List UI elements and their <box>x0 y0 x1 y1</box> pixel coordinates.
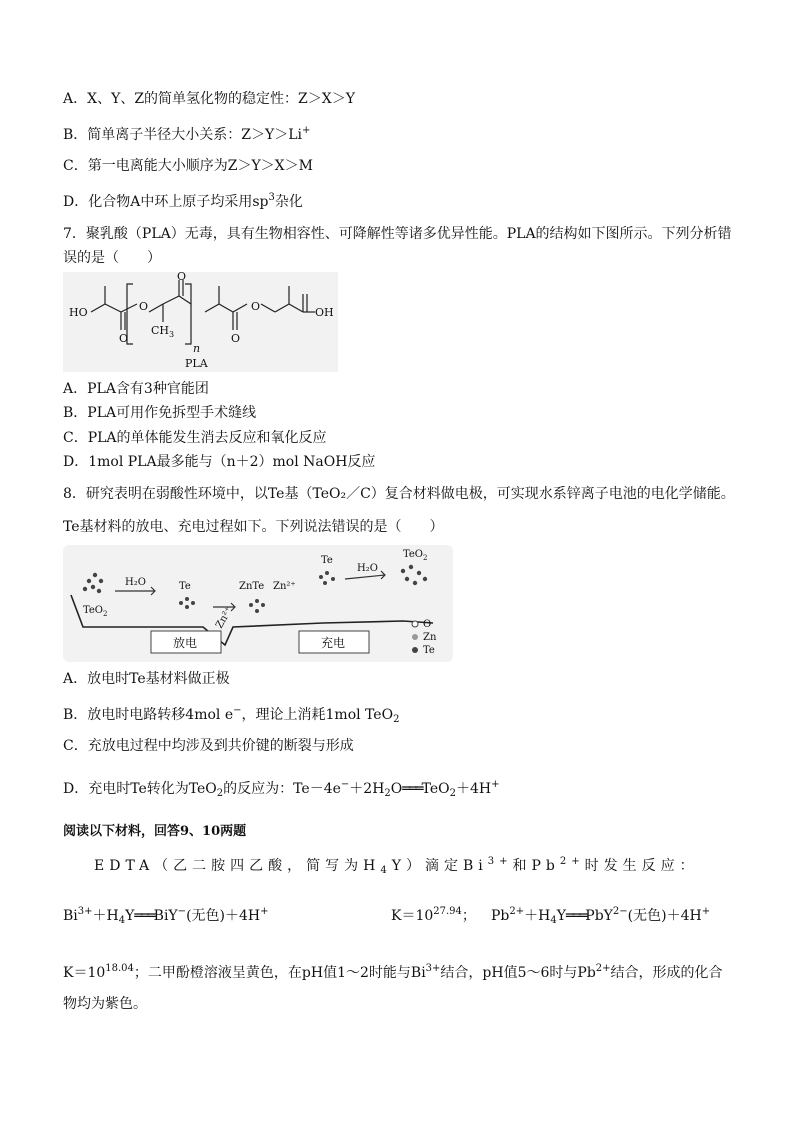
legend-zn-label: Zn <box>423 632 437 643</box>
zn2-diagonal-label: Zn²⁺ <box>214 605 235 631</box>
q8-option-d-sub1: 2 <box>216 788 224 799</box>
pla-ch3-sub: 3 <box>169 330 175 339</box>
q8-option-d-sub3: 2 <box>449 788 456 799</box>
q6-option-d-tail: 杂化 <box>274 194 303 210</box>
te-left-label: Te <box>179 581 191 592</box>
reading-p3-text-c: 结合，pH值5～6时与Pb <box>440 965 596 981</box>
eq2-sup3: + <box>701 906 711 917</box>
k1-exponent: 27.94 <box>433 906 462 917</box>
teo2-left-text: TeO <box>83 605 104 616</box>
q8-option-d-mid5: ＋4H <box>455 781 492 797</box>
q8-option-d-mid3: O <box>390 781 403 797</box>
q6-option-b-sup: + <box>302 125 311 136</box>
eq1-text-c: Y <box>125 908 135 924</box>
znte-label: ZnTe <box>239 581 265 592</box>
q8-option-d-mid2: ＋2H <box>349 781 385 797</box>
eq1-sup2: − <box>177 906 187 917</box>
reading-paragraph-1 <box>94 856 734 877</box>
eq1-text-a: Bi <box>63 908 78 924</box>
pla-ch3-text: CH <box>151 324 170 337</box>
reaction-equation-pb <box>491 906 710 927</box>
q8-option-d-text: D．充电时Te转化为TeO <box>63 781 217 797</box>
q7-option-d: D．1mol PLA最多能与（n＋2）mol NaOH反应 <box>63 454 376 470</box>
eq2-text-b: ＋H <box>524 908 551 924</box>
q8-stem-line2: Te基材料的放电、充电过程如下。下列说法错误的是（ ） <box>63 519 444 535</box>
legend-o-dot <box>412 621 418 627</box>
q8-option-a: A．放电时Te基材料做正极 <box>63 671 230 687</box>
k1-text: K＝10 <box>391 908 434 924</box>
k1-separator: ； <box>461 908 476 924</box>
reading-paragraph-3 <box>63 963 723 982</box>
q7-option-b: B．PLA可用作免拆型手术缝线 <box>63 405 257 421</box>
te-right-label: Te <box>321 555 333 566</box>
legend-te-label: Te <box>423 645 435 656</box>
q6-option-c: C．第一电离能大小顺序为Z＞Y＞X＞M <box>63 158 313 174</box>
discharge-label: 放电 <box>173 636 198 650</box>
charge-label: 充电 <box>321 636 346 650</box>
te-battery-diagram <box>63 545 453 662</box>
eq2-sub: 4 <box>550 915 557 926</box>
q7-option-a: A．PLA含有3种官能团 <box>63 381 209 397</box>
pla-structure-figure <box>63 272 338 372</box>
reading-p1-text-c: 和Pb <box>512 858 560 874</box>
te-battery-figure <box>63 545 453 662</box>
eq1-text-d: BiY <box>153 908 178 924</box>
teo2-right-text: TeO <box>403 549 424 560</box>
q8-stem-line1: 8．研究表明在弱酸性环境中，以Te基（TeO₂／C）复合材料做电极，可实现水系锌离子电池的电化学储能。 <box>63 486 735 502</box>
eq2-sup1: 2+ <box>509 906 525 917</box>
q6-option-d-text: D．化合物A中环上原子均采用sp <box>63 194 269 210</box>
q7-stem-line2: 误的是（ ） <box>63 250 161 266</box>
q8-option-d <box>63 779 499 800</box>
legend-zn-dot <box>412 634 418 640</box>
reading-p1-text-d: 时发生反应： <box>584 858 699 874</box>
reading-p3-text-b: ；二甲酚橙溶液呈黄色，在pH值1～2时能与Bi <box>133 965 426 981</box>
eq2-text-e: (无色)＋4H <box>627 908 702 924</box>
zn2-up-label: Zn²⁺ <box>273 581 296 592</box>
q8-option-d-sup2: + <box>491 779 500 790</box>
reading-heading: 阅读以下材料，回答9、10两题 <box>63 824 247 839</box>
q8-option-d-equals: ═══ <box>402 781 422 797</box>
pla-oh-label: OH <box>315 306 334 319</box>
reading-p1-text-b: Y）滴定Bi <box>391 858 488 874</box>
q8-option-b-sub: 2 <box>393 714 400 725</box>
pla-oxygen-3: O <box>177 272 187 283</box>
pla-n-label: n <box>193 342 201 355</box>
pla-oxygen-4: O <box>231 332 241 345</box>
reading-paragraph-4: 物均为紫色。 <box>63 996 147 1012</box>
pla-oxygen-2: O <box>139 300 149 313</box>
pla-ho-label: HO <box>69 306 88 319</box>
eq1-text-b: ＋H <box>92 908 119 924</box>
legend-te-dot <box>412 647 418 653</box>
h2o-right-label: H₂O <box>357 563 378 574</box>
q6-option-b <box>63 125 310 144</box>
teo2-right-sub: 2 <box>423 554 428 562</box>
legend-o-label: O <box>423 619 432 630</box>
q8-option-d-mid: 的反应为：Te－4e <box>223 781 341 797</box>
pla-caption: PLA <box>185 357 208 370</box>
eq2-text-d: PbY <box>585 908 613 924</box>
reaction-equation-bi <box>63 906 269 927</box>
pla-ch3-label <box>151 324 174 339</box>
h2o-left-label: H₂O <box>125 577 146 588</box>
eq2-sup2: 2− <box>612 906 628 917</box>
q6-option-d <box>63 192 303 211</box>
reading-p1-text-a: EDTA（乙二胺四乙酸，简写为H <box>94 858 381 874</box>
pla-structure-diagram <box>63 272 338 372</box>
reading-p3-exponent: 18.04 <box>105 963 134 974</box>
eq2-text-a: Pb <box>491 908 510 924</box>
q7-option-c: C．PLA的单体能发生消去反应和氧化反应 <box>63 430 327 446</box>
eq1-text-e: (无色)＋4H <box>186 908 261 924</box>
q8-option-b-tail: ，理论上消耗1mol TeO <box>241 707 394 723</box>
reading-p1-sub: 4 <box>380 865 392 876</box>
eq1-sub: 4 <box>118 915 126 926</box>
q8-option-b <box>63 705 399 726</box>
teo2-right-label <box>403 549 427 562</box>
pla-oxygen-5: O <box>251 300 261 313</box>
eq2-text-c: Y <box>556 908 566 924</box>
q8-option-d-sup1: − <box>340 779 350 790</box>
reading-p3-sup3: 2+ <box>595 963 611 974</box>
reading-p3-sup2: 3+ <box>425 963 441 974</box>
q8-option-d-mid4: TeO <box>421 781 450 797</box>
q6-option-a: A．X、Y、Z的简单氢化物的稳定性：Z＞X＞Y <box>63 91 355 107</box>
q8-option-d-sub2: 2 <box>384 788 391 799</box>
reading-p1-sup1: 3+ <box>487 856 513 867</box>
eq2-equals: ═══ <box>565 908 586 924</box>
teo2-left-sub: 2 <box>103 610 108 618</box>
eq1-sup3: + <box>260 906 269 917</box>
eq1-sup1: 3+ <box>77 906 93 917</box>
q6-option-b-text: B．简单离子半径大小关系：Z＞Y＞Li <box>63 127 303 143</box>
q8-option-b-text: B．放电时电路转移4mol e <box>63 707 234 723</box>
eq1-equals: ═══ <box>134 908 154 924</box>
q8-option-c: C．充放电过程中均涉及到共价键的断裂与形成 <box>63 738 354 754</box>
q7-stem-line1: 7．聚乳酸（PLA）无毒，具有生物相容性、可降解性等诸多优异性能。PLA的结构如下图所示。下列分析错 <box>63 226 732 242</box>
reading-p3-text-d: 结合，形成的化合 <box>610 965 723 981</box>
reading-p1-sup2: 2+ <box>559 856 585 867</box>
teo2-left-label <box>83 605 107 618</box>
pla-oxygen-1: O <box>119 332 129 345</box>
q8-option-b-sup: − <box>233 705 242 716</box>
q6-option-d-sup: 3 <box>268 192 275 203</box>
k-value-bi <box>391 906 476 925</box>
reading-p3-text-a: K＝10 <box>63 965 106 981</box>
